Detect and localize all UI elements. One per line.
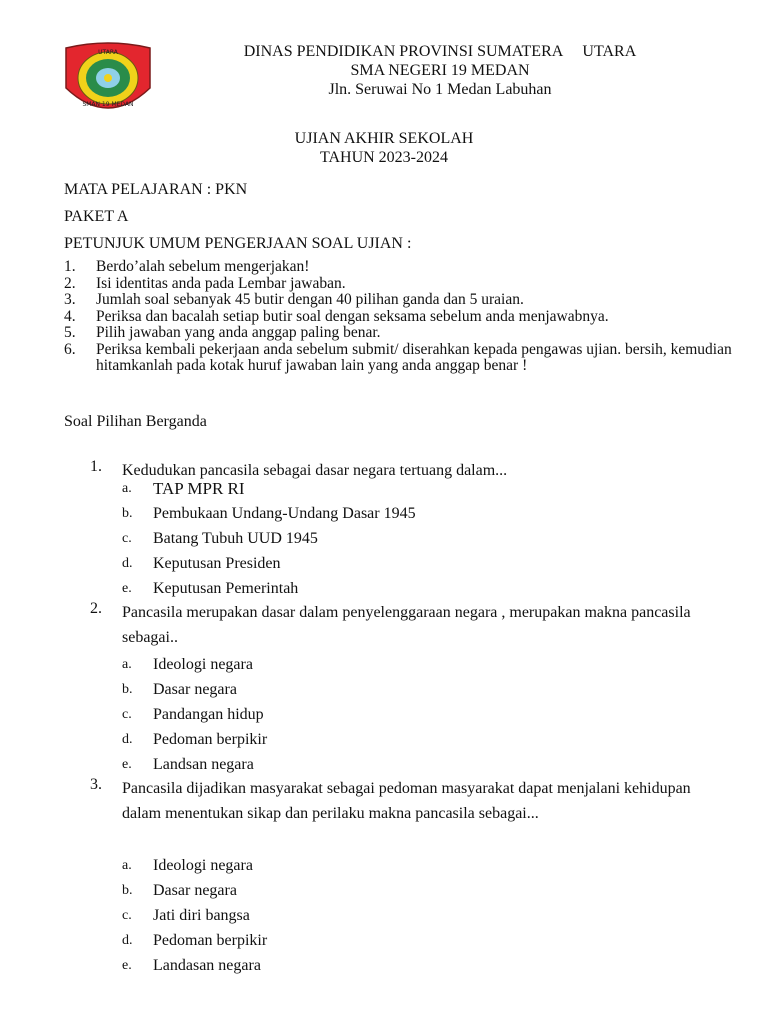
instruction-item — [64, 309, 744, 326]
instruction-number: 4. — [64, 307, 76, 325]
letterhead-school: SMA NEGERI 19 MEDAN — [350, 62, 530, 79]
option-item — [122, 881, 237, 900]
option-item — [122, 856, 253, 875]
option-letter: a. — [122, 858, 132, 873]
option-letter: c. — [122, 531, 132, 546]
option-letter: a. — [122, 657, 132, 672]
option-text: Ideologi negara — [153, 656, 253, 673]
option-letter: e. — [122, 581, 132, 596]
logo-top-text: UTARA — [98, 49, 118, 56]
option-text: Pedoman berpikir — [153, 731, 268, 748]
instruction-item — [64, 292, 744, 309]
option-item — [122, 554, 281, 573]
option-text: Dasar negara — [153, 882, 237, 899]
instructions-list — [64, 259, 744, 375]
question-3 — [90, 776, 730, 826]
exam-title: UJIAN AKHIR SEKOLAH — [294, 130, 474, 147]
letterhead-agency: DINAS PENDIDIKAN PROVINSI SUMATERA UTARA — [243, 43, 637, 60]
option-letter: b. — [122, 506, 133, 521]
option-text: Jati diri bangsa — [153, 907, 250, 924]
instructions-heading: PETUNJUK UMUM PENGERJAAN SOAL UJIAN : — [64, 235, 412, 252]
question-number: 1. — [90, 458, 102, 475]
option-letter: d. — [122, 556, 133, 571]
option-item — [122, 730, 267, 749]
option-letter: d. — [122, 732, 133, 747]
question-text: Kedudukan pancasila sebagai dasar negara tertuang dalam... — [122, 462, 508, 479]
question-text: Pancasila merupakan dasar dalam penyelenggaraan negara , merupakan makna pancasila sebagai.. — [122, 604, 691, 646]
instruction-item — [64, 342, 744, 375]
instruction-number: 5. — [64, 324, 76, 341]
exam-subject: MATA PELAJARAN : PKN — [64, 181, 248, 198]
question-number: 3. — [90, 776, 102, 793]
instruction-text: Jumlah soal sebanyak 45 butir dengan 40 pilihan ganda dan 5 uraian. — [96, 291, 524, 308]
instruction-text: Isi identitas anda pada Lembar jawaban. — [96, 274, 346, 292]
option-item — [122, 479, 245, 498]
instruction-item — [64, 259, 744, 276]
option-letter: d. — [122, 933, 133, 948]
option-item — [122, 529, 318, 548]
instruction-number: 2. — [64, 274, 76, 292]
letterhead-address: Jln. Seruwai No 1 Medan Labuhan — [328, 81, 552, 98]
option-item — [122, 680, 237, 699]
section-title: Soal Pilihan Berganda — [64, 413, 207, 430]
option-text: TAP MPR RI — [153, 479, 245, 498]
option-letter: e. — [122, 757, 132, 772]
option-item — [122, 956, 261, 975]
exam-year: TAHUN 2023-2024 — [319, 149, 449, 166]
instruction-number: 3. — [64, 291, 76, 308]
option-item — [122, 906, 250, 925]
option-letter: e. — [122, 958, 132, 973]
question-number: 2. — [90, 600, 102, 617]
instruction-text: Pilih jawaban yang anda anggap paling benar. — [96, 324, 381, 341]
instruction-text: Periksa dan bacalah setiap butir soal dengan seksama sebelum anda menjawabnya. — [96, 307, 609, 325]
option-text: Keputusan Pemerintah — [153, 580, 299, 597]
instruction-item — [64, 325, 744, 342]
option-text: Pandangan hidup — [153, 706, 264, 723]
instruction-number: 6. — [64, 340, 76, 358]
option-item — [122, 705, 264, 724]
option-letter: a. — [122, 481, 132, 496]
letterhead — [190, 42, 690, 99]
option-text: Dasar negara — [153, 681, 237, 698]
option-letter: c. — [122, 707, 132, 722]
option-letter: b. — [122, 883, 133, 898]
option-text: Pembukaan Undang-Undang Dasar 1945 — [153, 505, 416, 522]
option-item — [122, 931, 267, 950]
option-text: Pedoman berpikir — [153, 932, 268, 949]
option-letter: c. — [122, 908, 132, 923]
option-item — [122, 655, 253, 674]
question-2 — [90, 600, 730, 650]
option-letter: b. — [122, 682, 133, 697]
school-logo — [60, 40, 156, 120]
instruction-text: Periksa kembali pekerjaan anda sebelum submit/ diserahkan kepada pengawas ujian. bersih, kemudian hitamkanlah pada kotak huruf jawaban lain yang anda anggap benar ! — [96, 340, 732, 374]
question-text: Pancasila dijadikan masyarakat sebagai pedoman masyarakat dapat menjalani kehidupan dalam menentukan sikap dan perilaku makna pancasila sebagai... — [122, 780, 691, 822]
exam-package: PAKET A — [64, 208, 129, 225]
instruction-item — [64, 276, 744, 293]
option-text: Ideologi negara — [153, 857, 253, 874]
instruction-number: 1. — [64, 258, 76, 275]
instruction-text: Berdo’alah sebelum mengerjakan! — [96, 258, 310, 275]
option-text: Landsan negara — [153, 756, 254, 773]
option-item — [122, 579, 298, 598]
option-item — [122, 755, 254, 774]
option-text: Batang Tubuh UUD 1945 — [153, 530, 318, 547]
option-item — [122, 504, 416, 523]
option-text: Keputusan Presiden — [153, 555, 281, 572]
logo-bottom-text: SMAN 19 MEDAN — [82, 101, 134, 108]
option-text: Landasan negara — [153, 957, 261, 974]
